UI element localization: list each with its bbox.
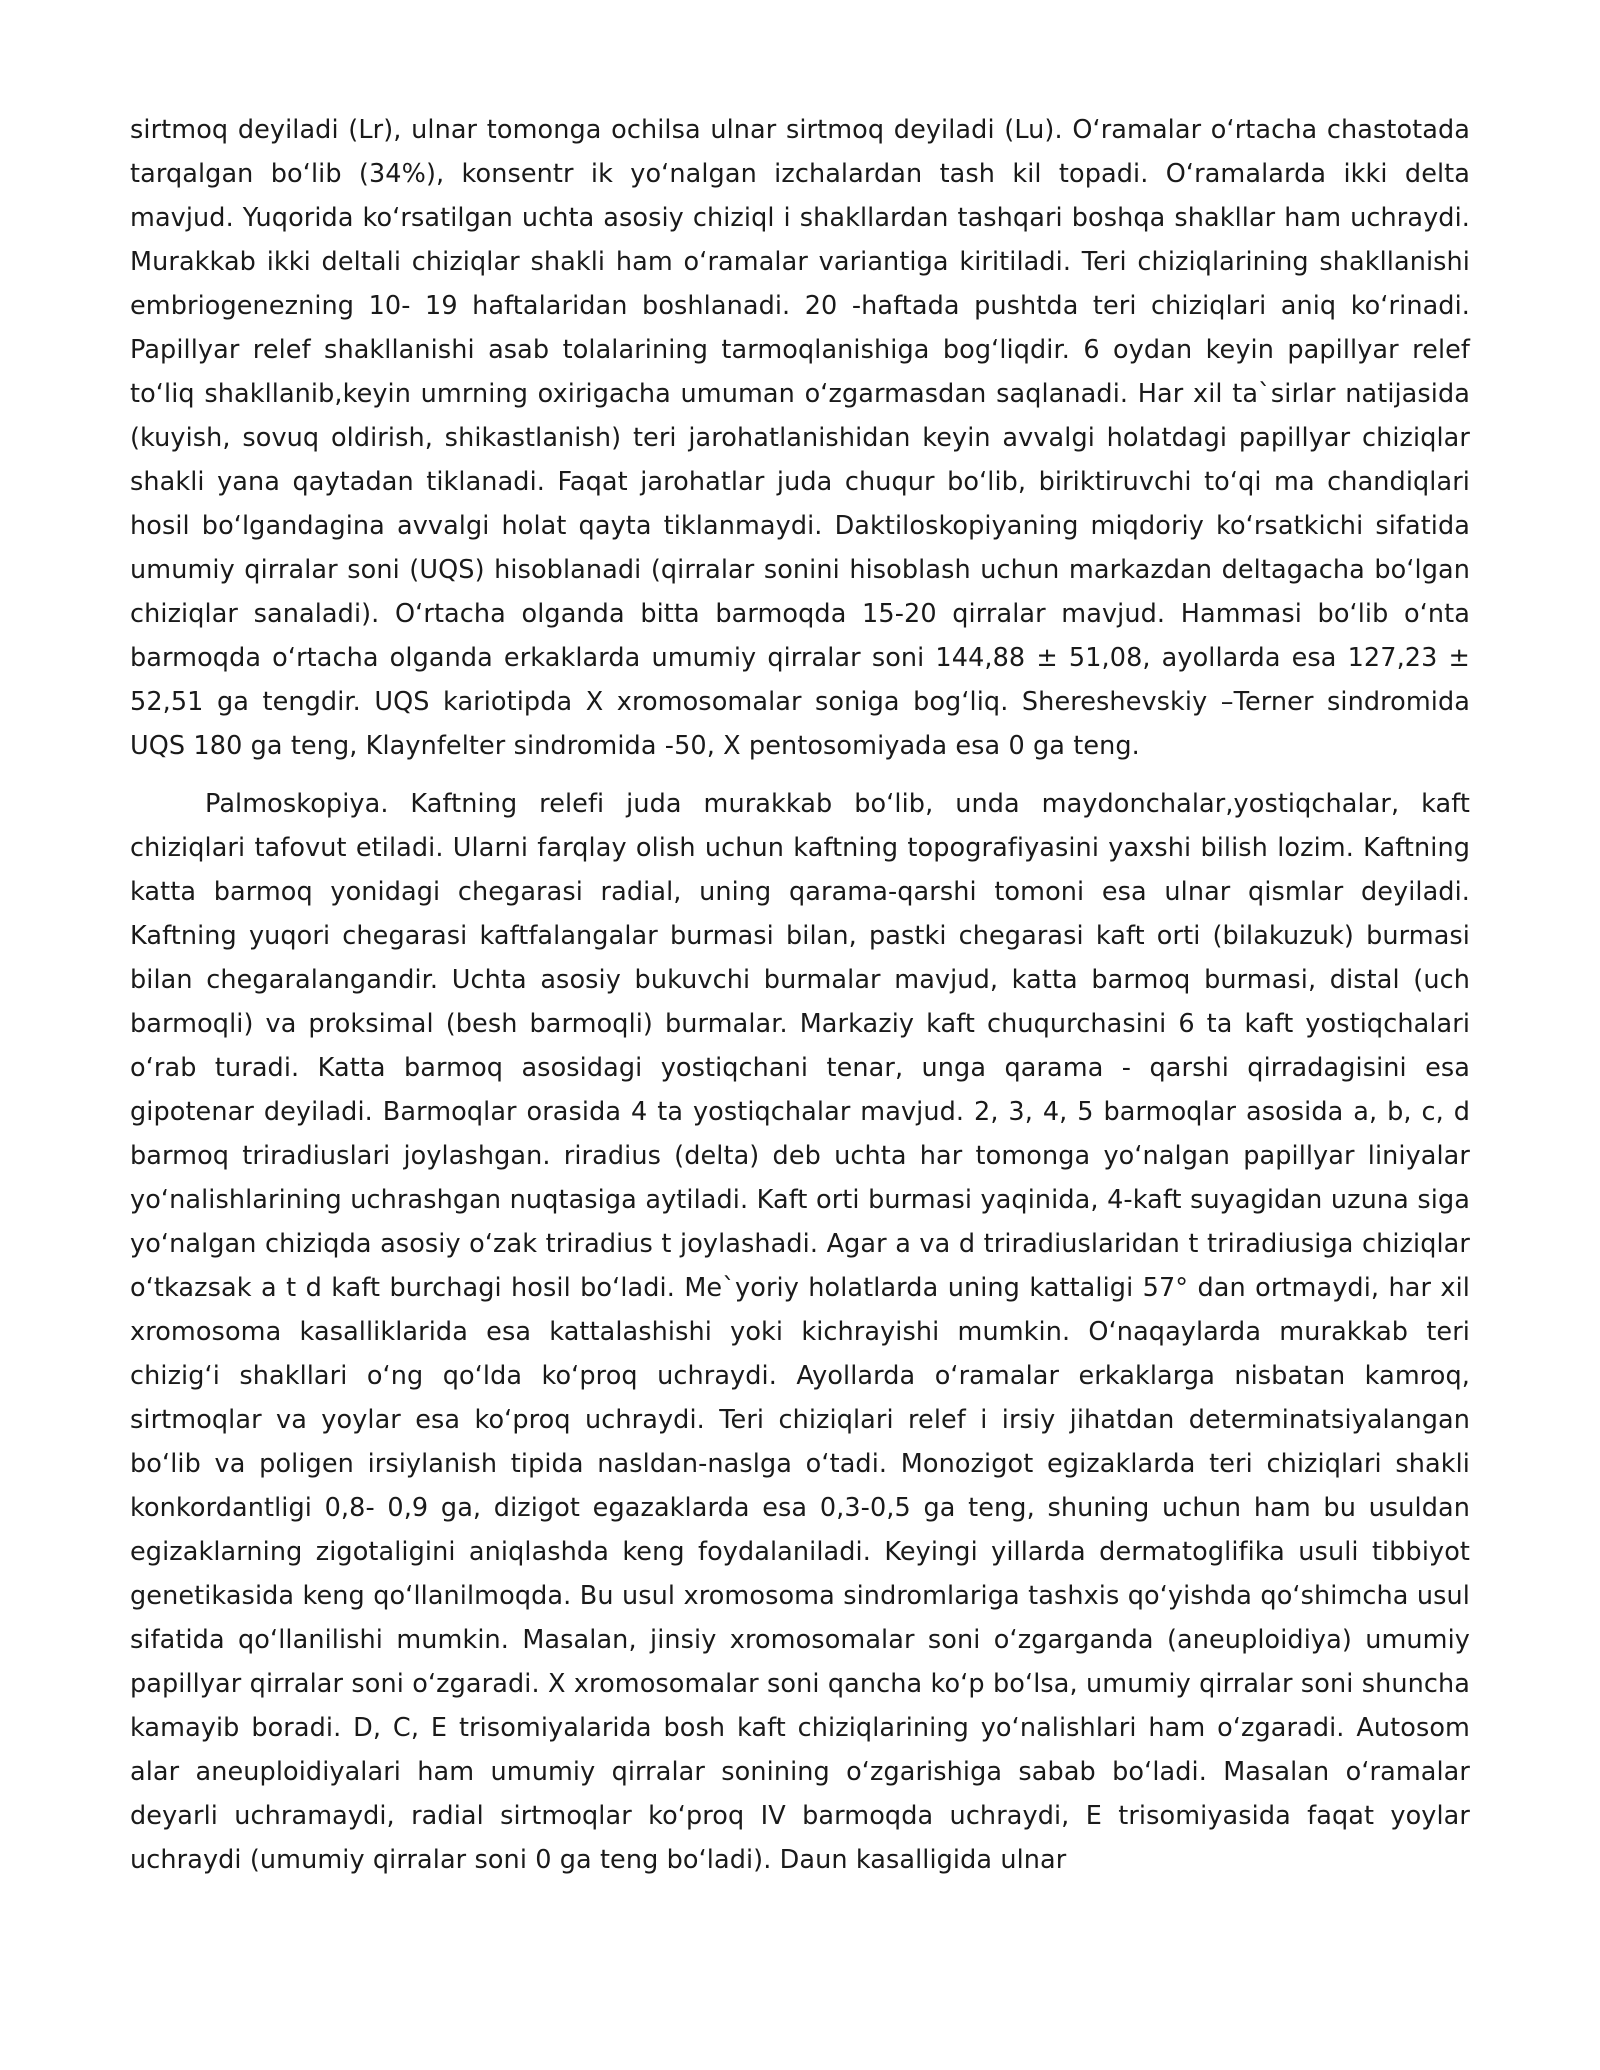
paragraph-dermatoglyphics: sirtmoq deyiladi (Lr), ulnar tomonga ochilsa ulnar sirtmoq deyiladi (Lu). O‘ramalar o‘rtacha chastotada tarqalgan bo‘lib (34%), konsentr ik yo‘nalgan izchalardan tash kil topadi. O‘ramalarda ikki delta mavjud. Yuqorida ko‘rsatilgan uchta asosiy chiziql i shakllardan tashqari boshqa shakllar ham uchraydi. Murakkab ikki deltali chiziqlar shakli ham o‘ramalar variantiga kiritiladi. Teri chiziqlarining shakllanishi embriogenezning 10- 19 haftalaridan boshlanadi. 20 -haftada pushtda teri chiziqlari aniq ko‘rinadi. Papillyar relef shakllanishi asab tolalarining tarmoqlanishiga bog‘liqdir. 6 oydan keyin papillyar relef to‘liq shakllanib,keyin umrning oxirigacha umuman o‘zgarmasdan saqlanadi. Har xil ta`sirlar natijasida (kuyish, sovuq oldirish, shikastlanish) teri jarohatlanishidan keyin avvalgi holatdagi papillyar chiziqlar shakli yana qaytadan tiklanadi. Faqat jarohatlar juda chuqur bo‘lib, biriktiruvchi to‘qi ma chandiqlari hosil bo‘lgandagina avvalgi holat qayta tiklanmaydi. Daktiloskopiyaning miqdoriy ko‘rsatkichi sifatida umumiy qirralar soni (UQS) hisoblanadi (qirralar sonini hisoblash uchun markazdan deltagacha bo‘lgan chiziqlar sanaladi). O‘rtacha olganda bitta barmoqda 15-20 qirralar mavjud. Hammasi bo‘lib o‘nta barmoqda o‘rtacha olganda erkaklarda umumiy qirralar soni 144,88 ± 51,08, ayollarda esa 127,23 ± 52,51 ga tengdir. UQS kariotipda X xromosomalar soniga bog‘liq. Shereshevskiy –Terner sindromida UQS 180 ga teng, Klaynfelter sindromida -50, X pentosomiyada esa 0 ga teng.	[130, 115, 1470, 761]
paragraph-palmoscopy: Palmoskopiya. Kaftning relefi juda murakkab bo‘lib, unda maydonchalar,yostiqchalar, kaft chiziqlari tafovut etiladi. Ularni farqlay olish uchun kaftning topografiyasini yaxshi bilish lozim. Kaftning katta barmoq yonidagi chegarasi radial, uning qarama-qarshi tomoni esa ulnar qismlar deyiladi. Kaftning yuqori chegarasi kaftfalangalar burmasi bilan, pastki chegarasi kaft orti (bilakuzuk) burmasi bilan chegaralangandir. Uchta asosiy bukuvchi burmalar mavjud, katta barmoq burmasi, distal (uch barmoqli) va proksimal (besh barmoqli) burmalar. Markaziy kaft chuqurchasini 6 ta kaft yostiqchalari o‘rab turadi. Katta barmoq asosidagi yostiqchani tenar, unga qarama - qarshi qirradagisini esa gipotenar deyiladi. Barmoqlar orasida 4 ta yostiqchalar mavjud. 2, 3, 4, 5 barmoqlar asosida a, b, c, d barmoq triradiuslari joylashgan. riradius (delta) deb uchta har tomonga yo‘nalgan papillyar liniyalar yo‘nalishlarining uchrashgan nuqtasiga aytiladi. Kaft orti burmasi yaqinida, 4-kaft suyagidan uzuna siga yo‘nalgan chiziqda asosiy o‘zak triradius t joylashadi. Agar a va d triradiuslaridan t triradiusiga chiziqlar o‘tkazsak a t d kaft burchagi hosil bo‘ladi. Me`yoriy holatlarda uning kattaligi 57° dan ortmaydi, har xil xromosoma kasalliklarida esa kattalashishi yoki kichrayishi mumkin. O‘naqaylarda murakkab teri chizig‘i shakllari o‘ng qo‘lda ko‘proq uchraydi. Ayollarda o‘ramalar erkaklarga nisbatan kamroq, sirtmoqlar va yoylar esa ko‘proq uchraydi. Teri chiziqlari relef i irsiy jihatdan determinatsiyalangan bo‘lib va poligen irsiylanish tipida nasldan-naslga o‘tadi. Monozigot egizaklarda teri chiziqlari shakli konkordantligi 0,8- 0,9 ga, dizigot egazaklarda esa 0,3-0,5 ga teng, shuning uchun ham bu usuldan egizaklarning zigotaligini aniqlashda keng foydalaniladi. Keyingi yillarda dermatoglifika usuli tibbiyot genetikasida keng qo‘llanilmoqda. Bu usul xromosoma sindromlariga tashxis qo‘yishda qo‘shimcha usul sifatida qo‘llanilishi mumkin. Masalan, jinsiy xromosomalar soni o‘zgarganda (aneuploidiya) umumiy papillyar qirralar soni o‘zgaradi. X xromosomalar soni qancha ko‘p bo‘lsa, umumiy qirralar soni shuncha kamayib boradi. D, C, E trisomiyalarida bosh kaft chiziqlarining yo‘nalishlari ham o‘zgaradi. Autosom alar aneuploidiyalari ham umumiy qirralar sonining o‘zgarishiga sabab bo‘ladi. Masalan o‘ramalar deyarli uchramaydi, radial sirtmoqlar ko‘proq IV barmoqda uchraydi, E trisomiyasida faqat yoylar uchraydi (umumiy qirralar soni 0 ga teng bo‘ladi). Daun kasalligida ulnar	[130, 789, 1470, 1875]
document-page	[130, 108, 1470, 1882]
